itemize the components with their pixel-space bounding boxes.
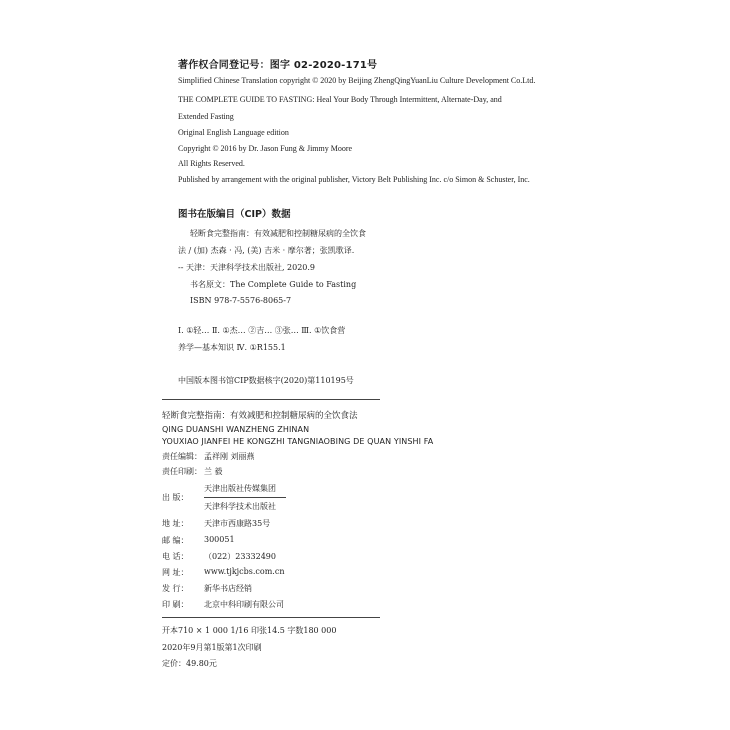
postcode-label: 邮 编： — [162, 536, 189, 545]
cip-entry-line: -- 天津：天津科学技术出版社, 2020.9 — [178, 263, 316, 272]
phone-label: 电 话： — [162, 552, 189, 561]
divider — [162, 617, 380, 618]
copyright-line: Original English Language edition — [178, 128, 289, 137]
book-title: 轻断食完整指南：有效减肥和控制糖尿病的全饮食法 — [162, 411, 358, 421]
cip-entry-line: 书名原文：The Complete Guide to Fasting — [190, 280, 357, 289]
copyright-line: Copyright © 2016 by Dr. Jason Fung & Jimmy Moore — [178, 144, 353, 153]
price-line: 定价：49.80元 — [162, 659, 217, 668]
editor-value: 孟祥刚 刘丽燕 — [204, 452, 255, 461]
cip-data-number: 中国版本图书馆CIP数据核字(2020)第110195号 — [178, 376, 354, 385]
publisher-group: 天津出版社传媒集团 — [204, 484, 276, 493]
cip-entry-line: 法 / (加) 杰森 · 冯, (美) 吉米 · 摩尔著；张凯歌译. — [178, 246, 355, 255]
edition-line: 2020年9月第1版第1次印刷 — [162, 643, 262, 652]
copyright-line: Simplified Chinese Translation copyright © 2020 by Beijing ZhengQingYuanLiu Culture Development Co.Ltd. — [178, 76, 536, 85]
copyright-line: Extended Fasting — [178, 112, 234, 121]
format-line: 开本710 × 1 000 1/16 印张14.5 字数180 000 — [162, 626, 337, 635]
website-label: 网 址： — [162, 568, 189, 577]
cip-entry-line: 轻断食完整指南：有效减肥和控制糖尿病的全饮食 — [190, 229, 366, 238]
copyright-line: Published by arrangement with the original publisher, Victory Belt Publishing Inc. c/o Simon & Schuster, Inc. — [178, 175, 530, 184]
phone-value: （022）23332490 — [204, 552, 276, 561]
address-value: 天津市西康路35号 — [204, 519, 271, 528]
publisher-label: 出 版： — [162, 493, 189, 502]
copyright-registration-number: 著作权合同登记号：图字 02-2020-171号 — [178, 60, 378, 71]
distribution-label: 发 行： — [162, 584, 189, 593]
cip-classification-line: 养学—基本知识 Ⅳ. ①R155.1 — [178, 343, 286, 352]
publisher-divider — [204, 497, 286, 498]
publisher-name: 天津科学技术出版社 — [204, 502, 276, 511]
copyright-line: THE COMPLETE GUIDE TO FASTING: Heal Your Body Through Intermittent, Alternate-Day, and — [178, 95, 502, 104]
pinyin-line: YOUXIAO JIANFEI HE KONGZHI TANGNIAOBING DE QUAN YINSHI FA — [162, 437, 434, 446]
address-label: 地 址： — [162, 519, 189, 528]
printer-value: 北京中科印刷有限公司 — [204, 600, 284, 609]
printing-responsible-label: 责任印刷： — [162, 467, 202, 476]
printer-label: 印 刷： — [162, 600, 189, 609]
editor-label: 责任编辑： — [162, 452, 202, 461]
publisher-block — [204, 483, 286, 512]
distribution-value: 新华书店经销 — [204, 584, 252, 593]
cip-classification-line: Ⅰ. ①轻… Ⅱ. ①杰… ②吉… ③张… Ⅲ. ①饮食营 — [178, 326, 346, 335]
divider — [162, 399, 380, 400]
copyright-line: All Rights Reserved. — [178, 159, 245, 168]
cip-heading: 图书在版编目（CIP）数据 — [178, 209, 291, 220]
cip-isbn: ISBN 978-7-5576-8065-7 — [190, 296, 292, 305]
pinyin-line: QING DUANSHI WANZHENG ZHINAN — [162, 425, 310, 434]
postcode-value: 300051 — [204, 535, 235, 544]
website-value: www.tjkjcbs.com.cn — [204, 567, 285, 576]
printing-responsible-value: 兰 毅 — [204, 467, 223, 476]
